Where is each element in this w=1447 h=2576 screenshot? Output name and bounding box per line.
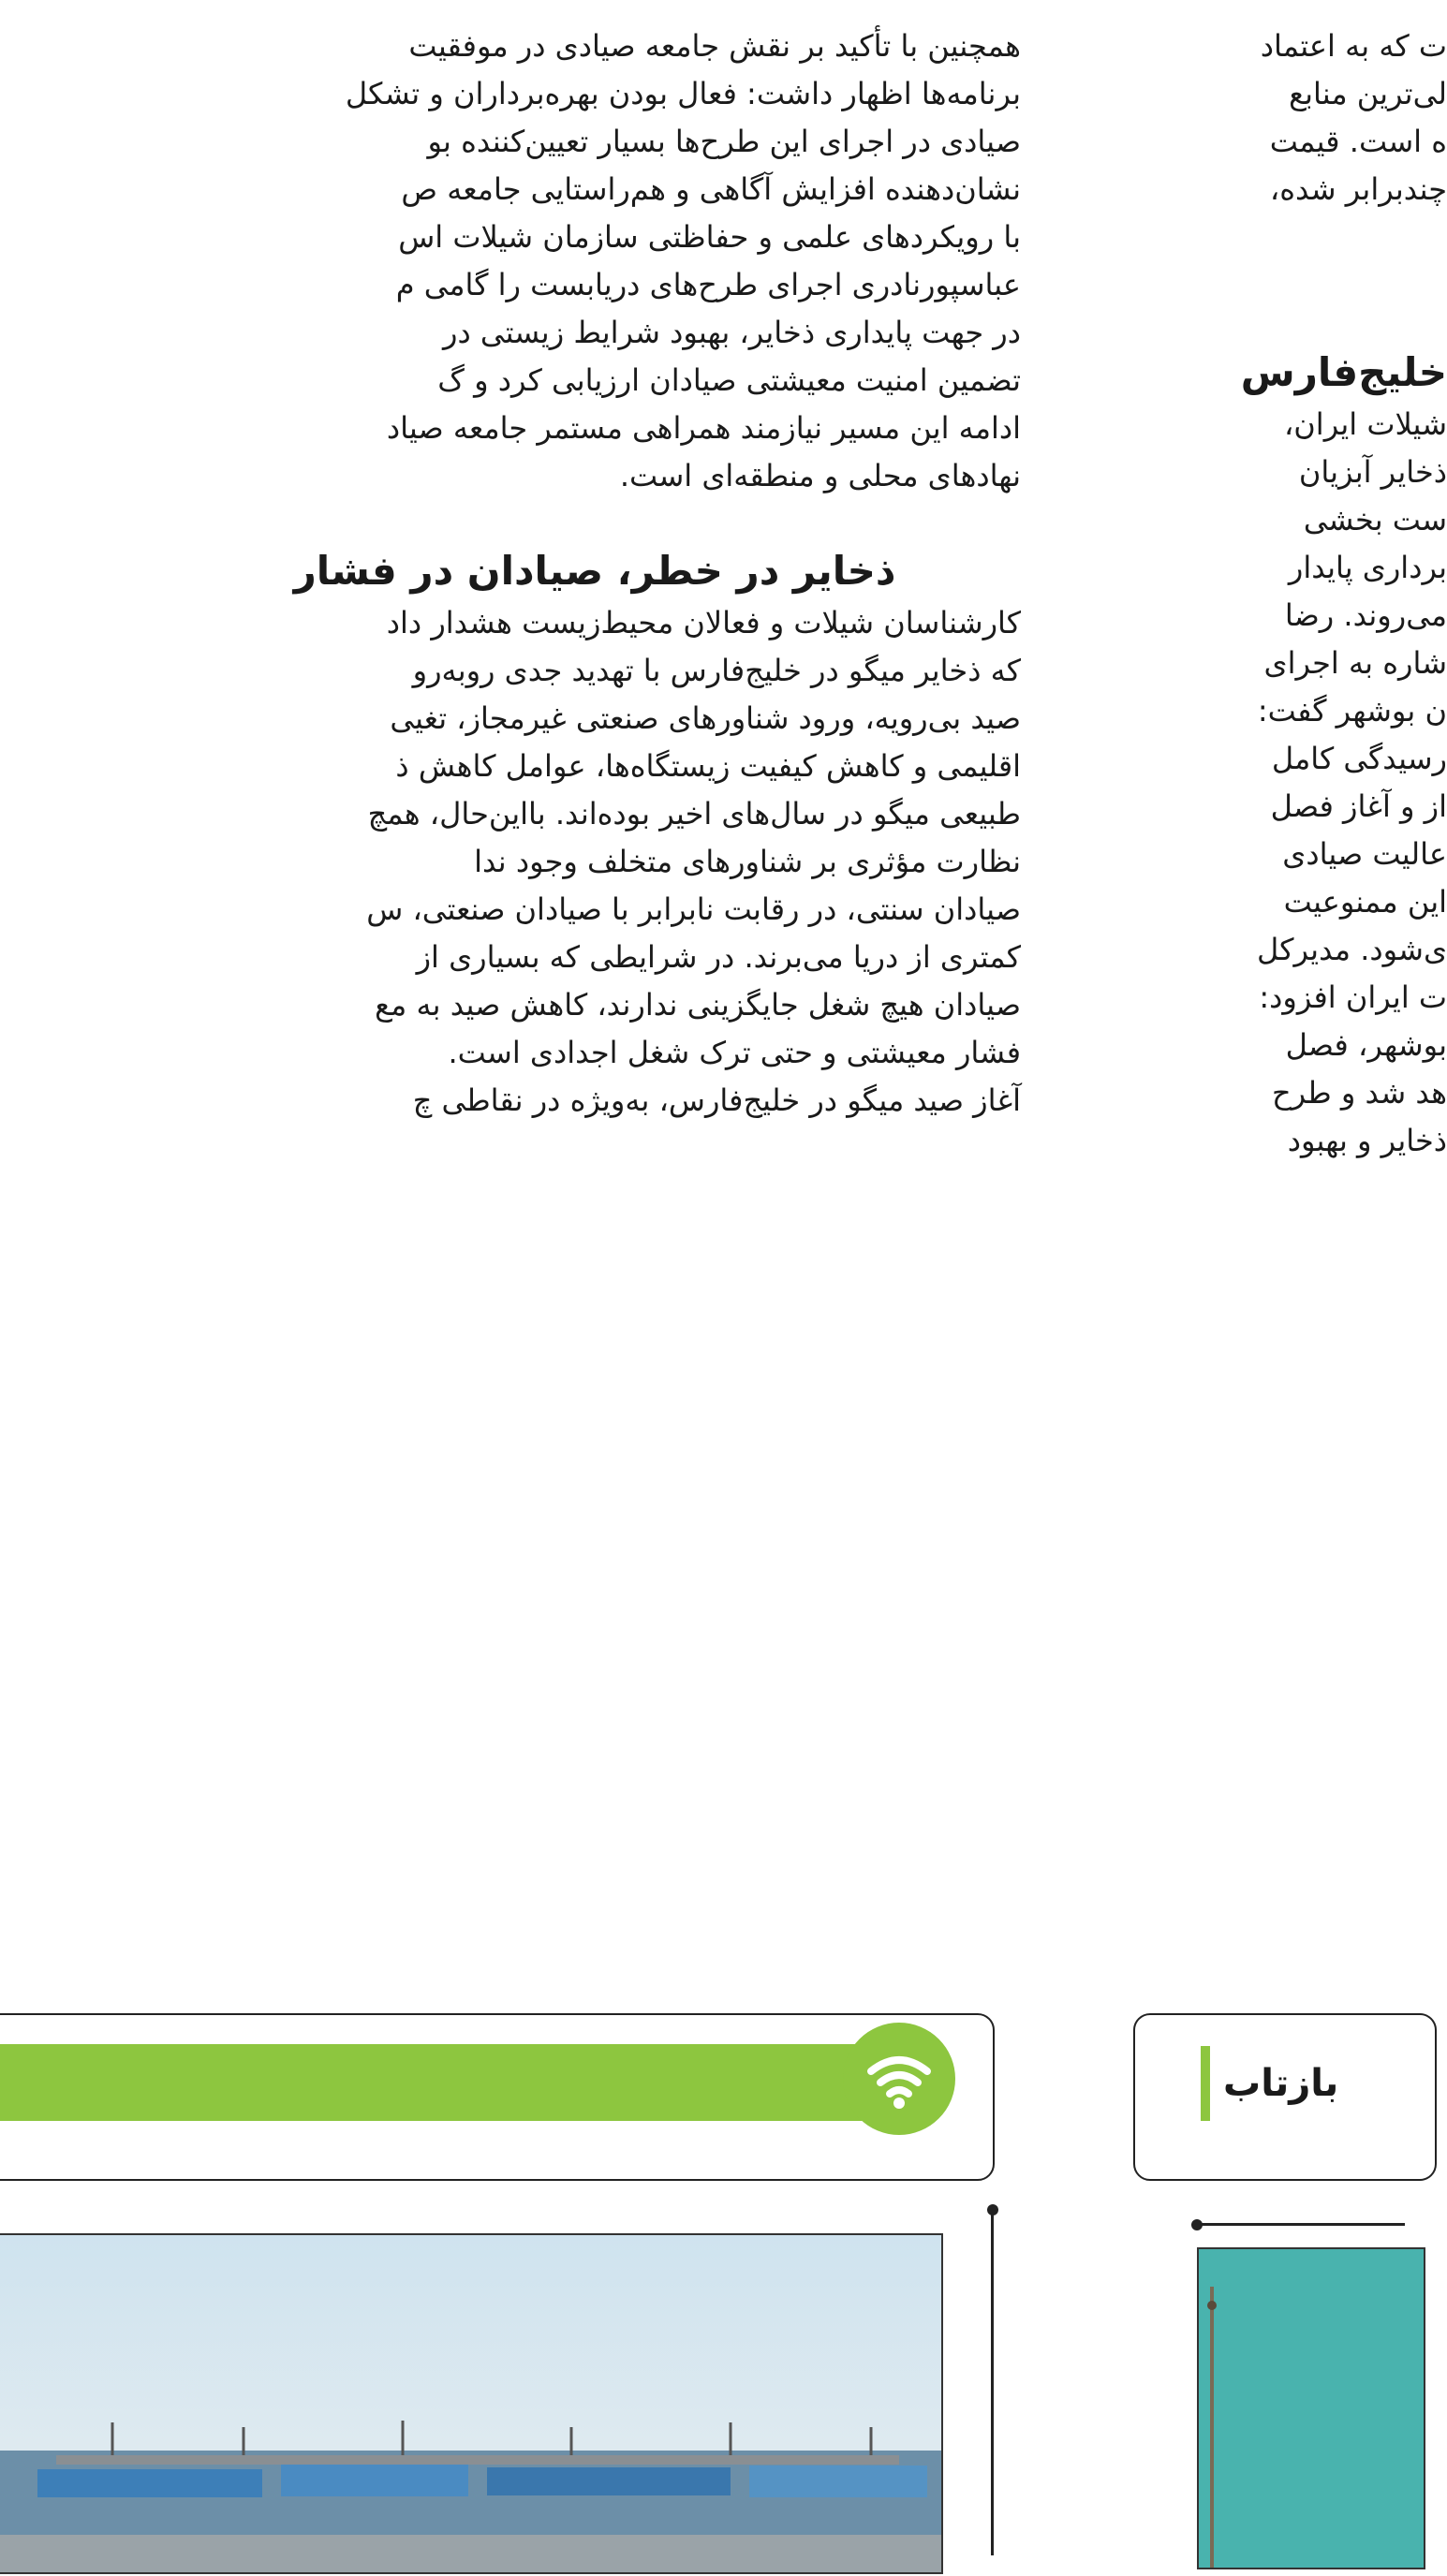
text-line: ادامه این مسیر نیازمند همراهی مستمر جامعه صیاد [386, 410, 1021, 446]
text-line: فشار معیشتی و حتی ترک شغل اجدادی است. [448, 1035, 1021, 1070]
text-line: تضمین امنیت معیشتی صیادان ارزیابی کرد و گ [437, 362, 1021, 398]
text-line: نهادهای محلی و منطقه‌ای است. [619, 458, 1021, 493]
vertical-rule [991, 2210, 994, 2555]
text-line: صیادان سنتی، در رقابت نابرابر با صیادان صنعتی، س [366, 891, 1021, 927]
text-line: همچنین با تأکید بر نقش جامعه صیادی در موفقیت [408, 28, 1021, 64]
text-line: طبیعی میگو در سال‌های اخیر بوده‌اند. بااین‌حال، همچ [367, 796, 1021, 832]
text-line: نشان‌دهنده افزایش آگاهی و هم‌راستایی جامعه ص [401, 171, 1021, 207]
text-line: ذخایر آبزیان [1298, 454, 1447, 490]
text-line: برنامه‌ها اظهار داشت: فعال بودن بهره‌برداران و تشکل [345, 76, 1021, 111]
text-line: لی‌ترین منابع [1289, 76, 1447, 111]
side-heading: خلیج‌فارس [1240, 349, 1447, 395]
text-line: ت ایران افزود: [1259, 979, 1447, 1015]
horizontal-rule [1199, 2223, 1405, 2226]
article-intro [0, 22, 1021, 500]
text-line: ست بخشی [1303, 502, 1447, 537]
text-line: با رویکردهای علمی و حفاظتی سازمان شیلات اس [398, 219, 1021, 255]
text-line: کمتری از دریا می‌برند. در شرایطی که بسیاری از [416, 939, 1021, 975]
text-line: بوشهر، فصل [1285, 1027, 1447, 1063]
main-article [0, 0, 1021, 1125]
side-body [1166, 401, 1447, 1165]
text-line: هد شد و طرح [1271, 1075, 1447, 1111]
text-line: صید بی‌رویه، ورود شناورهای صنعتی غیرمجاز، تغیی [390, 700, 1021, 736]
text-line: چندبرابر شده، [1269, 171, 1447, 207]
bazatab-label: بازتاب [1210, 2046, 1351, 2121]
text-line: در جهت پایداری ذخایر، بهبود شرایط زیستی در [443, 315, 1021, 350]
text-line: آغاز صید میگو در خلیج‌فارس، به‌ویژه در نقاطی چ [412, 1082, 1021, 1118]
text-line: صیادان هیچ شغل جایگزینی ندارند، کاهش صید به مع [375, 987, 1021, 1023]
text-line: اقلیمی و کاهش کیفیت زیستگاه‌ها، عوامل کاهش ذ [395, 748, 1021, 784]
text-line: ذخایر و بهبود [1287, 1123, 1447, 1158]
wifi-icon [843, 2023, 955, 2135]
rule-dot [1191, 2219, 1203, 2230]
text-line: عالیت صیادی [1282, 836, 1447, 872]
text-line: برداری پایدار [1288, 550, 1447, 585]
side-article [1166, 0, 1447, 1165]
text-line: شاره به اجرای [1263, 645, 1447, 681]
section-heading: ذخایر در خطر، صیادان در فشار [293, 548, 896, 594]
banner-green-bar [0, 2044, 918, 2121]
text-line: این ممنوعیت [1283, 884, 1447, 920]
text-line: شیلات ایران، [1283, 406, 1447, 442]
text-line: از و آغاز فصل [1270, 788, 1447, 824]
text-line: عباسپورنادری اجرای طرح‌های دریابست را گامی م [395, 267, 1021, 302]
text-line: می‌روند. رضا [1284, 597, 1447, 633]
bazatab-green-tick [1201, 2046, 1210, 2121]
harbor-photo [0, 2233, 943, 2574]
text-line: که ذخایر میگو در خلیج‌فارس با تهدید جدی روبه‌رو [412, 653, 1021, 688]
text-line: ت که به اعتماد [1260, 28, 1447, 64]
text-line: رسیدگی کامل [1271, 741, 1447, 776]
text-line: ن بوشهر گفت: [1257, 693, 1447, 729]
text-line: صیادی در اجرای این طرح‌ها بسیار تعیین‌کننده بو [427, 124, 1021, 159]
text-line: ه است. قیمت [1269, 124, 1447, 159]
section-body [0, 599, 1021, 1125]
text-line: کارشناسان شیلات و فعالان محیط‌زیست هشدار داد [386, 605, 1021, 640]
bazatab-photo [1197, 2247, 1425, 2569]
side-top-text [1166, 22, 1447, 213]
text-line: ی‌شود. مدیرکل [1257, 932, 1447, 967]
text-line: نظارت مؤثری بر شناورهای متخلف وجود ندا [474, 844, 1021, 879]
rule-dot [987, 2204, 998, 2215]
